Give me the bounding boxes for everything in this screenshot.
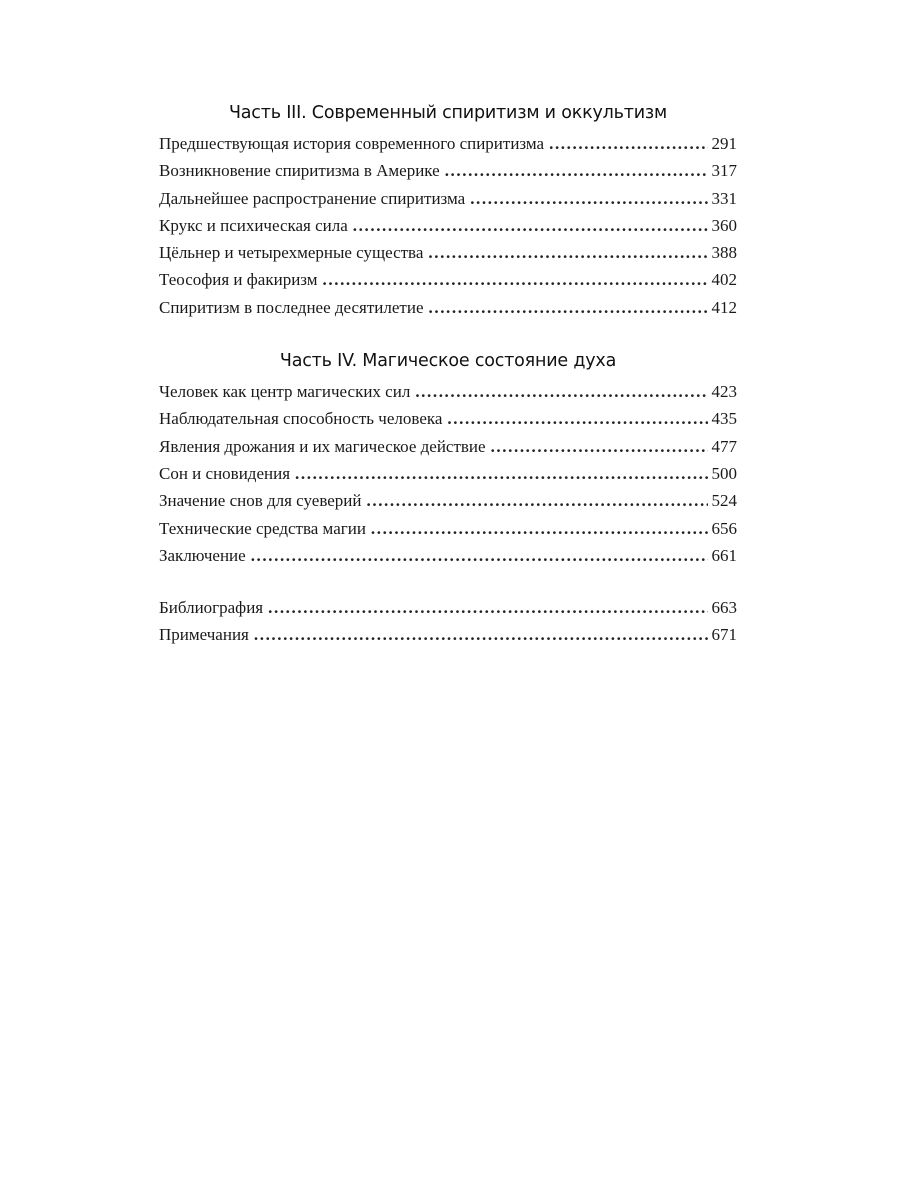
entry-title: Сон и сновидения bbox=[159, 463, 291, 483]
toc-entry[interactable] bbox=[159, 157, 737, 184]
toc-entry[interactable] bbox=[159, 433, 737, 460]
entry-title: Человек как центр магических сил bbox=[159, 382, 411, 402]
dot-leader bbox=[353, 212, 708, 239]
toc-entry[interactable] bbox=[159, 487, 737, 514]
dot-leader bbox=[254, 621, 708, 648]
entry-title: Дальнейшее распространение спиритизма bbox=[159, 188, 466, 208]
table-of-contents bbox=[159, 96, 737, 649]
page-number: 661 bbox=[711, 545, 737, 565]
page-number: 500 bbox=[711, 463, 737, 483]
entry-title: Предшествующая история современного спиритизма bbox=[159, 134, 545, 153]
page-number: 360 bbox=[711, 215, 737, 235]
entry-title: Крукс и психическая сила bbox=[159, 215, 348, 235]
entry-title: Наблюдательная способность человека bbox=[159, 409, 443, 429]
entry-title: Примечания bbox=[159, 625, 249, 645]
entry-title: Спиритизм в последнее десятилетие bbox=[159, 297, 424, 317]
toc-entry[interactable] bbox=[159, 621, 737, 648]
part-title: Часть IV. Магическое состояние духа bbox=[279, 351, 617, 372]
entry-title: Явления дрожания и их магическое действие bbox=[159, 436, 486, 456]
toc-entry[interactable] bbox=[159, 212, 737, 239]
page-number: 291 bbox=[711, 134, 737, 153]
dot-leader bbox=[445, 157, 708, 184]
entry-list bbox=[159, 594, 737, 649]
page-number: 412 bbox=[711, 297, 737, 317]
toc-entry[interactable] bbox=[159, 405, 737, 432]
part-title: Часть III. Современный спиритизм и оккультизм bbox=[228, 103, 667, 123]
page-number: 524 bbox=[711, 491, 737, 511]
entry-title: Теософия и факиризм bbox=[159, 270, 318, 290]
page-number: 663 bbox=[711, 598, 737, 618]
page-number: 656 bbox=[711, 518, 737, 538]
dot-leader bbox=[295, 460, 707, 487]
dot-leader bbox=[415, 378, 707, 405]
part-section bbox=[159, 344, 737, 569]
toc-entry[interactable] bbox=[159, 378, 737, 405]
dot-leader bbox=[371, 515, 708, 542]
toc-entry[interactable] bbox=[159, 542, 737, 569]
toc-entry[interactable] bbox=[159, 130, 737, 157]
page-number: 423 bbox=[711, 382, 737, 402]
page-number: 477 bbox=[711, 436, 737, 456]
entry-title: Заключение bbox=[159, 545, 246, 565]
dot-leader bbox=[367, 487, 708, 514]
part-section bbox=[159, 96, 737, 321]
toc-entry[interactable] bbox=[159, 185, 737, 212]
entry-list bbox=[159, 378, 737, 569]
entry-title: Возникновение спиритизма в Америке bbox=[159, 161, 440, 181]
page-number: 388 bbox=[711, 243, 737, 263]
toc-entry[interactable] bbox=[159, 266, 737, 293]
dot-leader bbox=[491, 433, 708, 460]
toc-entry[interactable] bbox=[159, 460, 737, 487]
toc-entry[interactable] bbox=[159, 239, 737, 266]
entry-title: Технические средства магии bbox=[159, 518, 366, 538]
toc-entry[interactable] bbox=[159, 294, 737, 321]
page-number: 435 bbox=[711, 409, 737, 429]
dot-leader bbox=[470, 185, 707, 212]
entry-title: Значение снов для суеверий bbox=[159, 491, 362, 511]
entry-title: Цёльнер и четырехмерные существа bbox=[159, 243, 424, 263]
dot-leader bbox=[549, 130, 707, 157]
dot-leader bbox=[268, 594, 707, 621]
page-number: 331 bbox=[711, 188, 737, 208]
dot-leader bbox=[447, 405, 707, 432]
entry-list bbox=[159, 130, 737, 321]
dot-leader bbox=[428, 239, 707, 266]
page-number: 402 bbox=[711, 270, 737, 290]
dot-leader bbox=[323, 266, 708, 293]
backmatter-section bbox=[159, 594, 737, 649]
page-number: 317 bbox=[711, 161, 737, 181]
toc-entry[interactable] bbox=[159, 594, 737, 621]
dot-leader bbox=[429, 294, 708, 321]
dot-leader bbox=[251, 542, 708, 569]
entry-title: Библиография bbox=[159, 598, 264, 618]
toc-entry[interactable] bbox=[159, 515, 737, 542]
page-number: 671 bbox=[711, 625, 737, 645]
